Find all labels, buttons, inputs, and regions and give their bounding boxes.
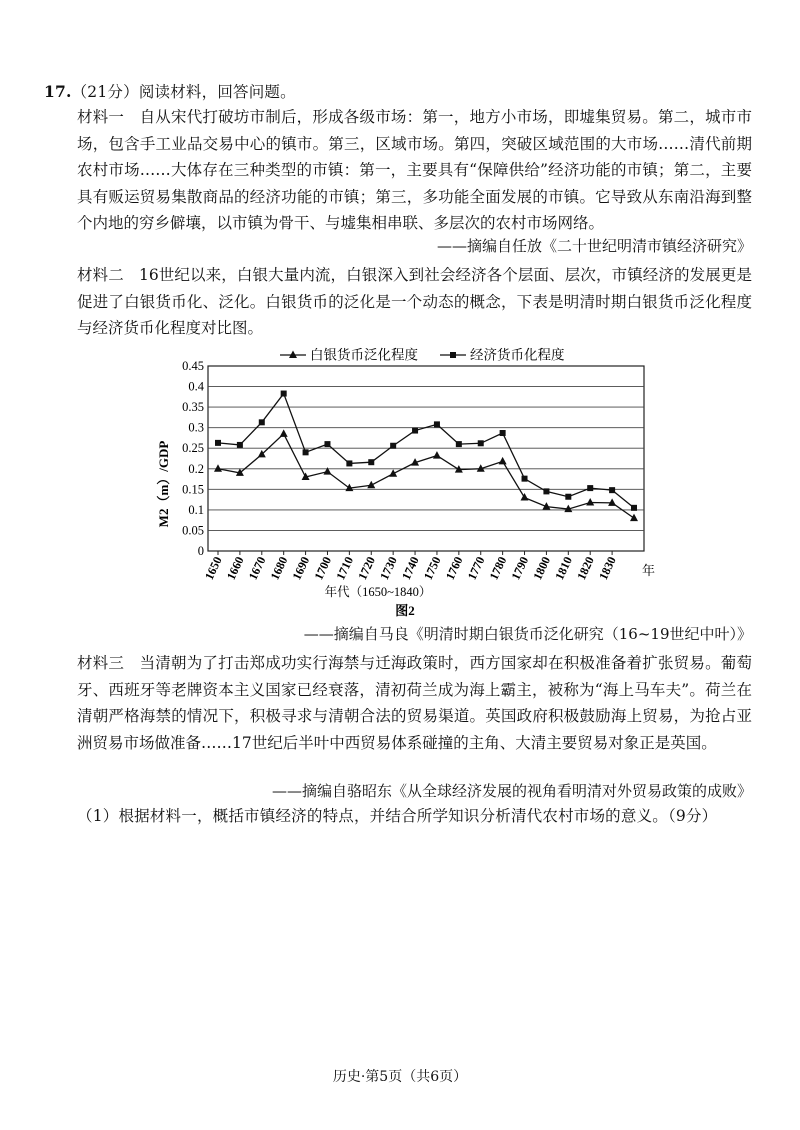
x-tick-label: 1760 <box>442 554 466 583</box>
material-two-label: 材料二 <box>77 266 124 284</box>
data-point <box>500 430 506 436</box>
data-point <box>434 421 440 427</box>
legend-marker <box>289 351 297 359</box>
question-prompt: 阅读材料，回答问题。 <box>138 83 296 101</box>
x-tick-label: 1700 <box>311 554 335 583</box>
y-tick-label: 0.45 <box>182 359 204 373</box>
data-point <box>522 476 528 482</box>
x-tick-label: 1790 <box>508 554 532 583</box>
x-tick-label: 1740 <box>398 554 422 583</box>
y-axis-label: M2（m）/GDP <box>156 440 171 528</box>
material-one-label: 材料一 <box>77 108 125 126</box>
data-point <box>543 488 549 494</box>
figure-caption: 图2 <box>395 603 415 618</box>
x-tick-label: 1820 <box>574 554 597 583</box>
y-tick-label: 0.2 <box>188 461 204 476</box>
material-two-text: 16世纪以来，白银大量内流，白银深入到社会经济各个层面、层次，市镇经济的发展更是促进了白银货币化、泛化。白银货币的泛化是一个动态的概念，下表是明清时期白银货币泛化程度与经济货币化程度对比图。 <box>77 266 752 337</box>
legend-label: 白银货币泛化程度 <box>310 347 418 363</box>
data-point <box>368 459 374 465</box>
data-point <box>390 443 396 449</box>
data-point <box>478 440 484 446</box>
material-one-source: ——摘编自任放《二十世纪明清市镇经济研究》 <box>436 237 752 255</box>
y-tick-label: 0.1 <box>188 502 204 517</box>
material-three-source: ——摘编自骆昭东《从全球经济发展的视角看明清对外贸易政策的成败》 <box>271 782 752 800</box>
x-tick-label: 1830 <box>595 554 619 583</box>
x-tick-label: 1670 <box>245 554 269 583</box>
x-tick-label: 1750 <box>420 554 444 583</box>
silver-monetization-chart <box>150 344 660 619</box>
data-point <box>565 494 571 500</box>
x-tick-label: 1810 <box>552 554 576 583</box>
sub-question-1: （1）根据材料一，概括市镇经济的特点，并结合所学知识分析清代农村市场的意义。（9分） <box>77 807 718 825</box>
data-point <box>609 487 615 493</box>
y-axis <box>182 359 205 558</box>
y-tick-label: 0.15 <box>182 482 204 497</box>
y-tick-label: 0 <box>197 544 204 558</box>
x-tick-label: 1730 <box>377 554 400 583</box>
data-point <box>303 449 309 455</box>
chart-legend <box>280 347 565 363</box>
material-three-label: 材料三 <box>77 654 125 672</box>
data-point <box>324 441 330 447</box>
material-one-text: 自从宋代打破坊市制后，形成各级市场：第一，地方小市场，即墟集贸易。第二，城市市场，包含手工业品交易中心的镇市。第三，区域市场。第四，突破区域范围的大市场……清代前期农村市场……大体存在三种类型的市镇：第一，主要具有“保障供给”经济功能的市镇；第二，主要具有贩运贸易集散商品的经济功能的市镇；第三，多功能全面发展的市镇。它导致从东南沿海到整个内地的穷乡僻壤，以市镇为骨干、与墟集相串联、多层次的农村市场网络。 <box>77 108 753 232</box>
x-axis <box>202 551 619 582</box>
x-tick-label: 1720 <box>355 554 378 583</box>
question-score: （21分） <box>71 83 139 101</box>
y-tick-label: 0.05 <box>182 523 204 538</box>
legend-item <box>440 347 565 363</box>
legend-marker <box>450 352 456 358</box>
y-tick-label: 0.3 <box>188 420 204 435</box>
legend-item <box>280 347 418 363</box>
y-tick-label: 0.35 <box>182 400 204 415</box>
x-tick-label: 1710 <box>333 554 357 583</box>
legend-label: 经济货币化程度 <box>470 347 565 363</box>
data-point <box>281 391 287 397</box>
data-point <box>259 419 265 425</box>
x-tick-label: 1800 <box>530 554 554 583</box>
question-header <box>44 79 296 105</box>
material-three-text: 当清朝为了打击郑成功实行海禁与迁海政策时，西方国家却在积极准备着扩张贸易。葡萄牙、西班牙等老牌资本主义国家已经衰落，清初荷兰成为海上霸主，被称为“海上马车夫”。荷兰在清朝严格海禁的情况下，积极寻求与清朝合法的贸易渠道。英国政府积极鼓励海上贸易，为抢占亚洲贸易市场做准备……17世纪后半叶中西贸易体系碰撞的主角、大清主要贸易对象正是英国。 <box>77 654 753 752</box>
data-point <box>237 442 243 448</box>
data-point <box>456 441 462 447</box>
material-three <box>77 650 752 756</box>
x-tick-label: 1780 <box>486 554 510 583</box>
y-tick-label: 0.25 <box>182 441 204 456</box>
data-point <box>215 440 221 446</box>
material-two <box>77 262 752 342</box>
x-tick-label: 1690 <box>289 554 313 583</box>
x-tick-label: 1660 <box>223 554 247 583</box>
material-two-source: ——摘编自马良《明清时期白银货币泛化研究（16~19世纪中叶）》 <box>303 625 752 643</box>
data-point <box>631 505 637 511</box>
data-point <box>412 428 418 434</box>
page-footer: 历史·第5页（共6页） <box>332 1069 468 1085</box>
x-axis-label: 年代（1650~1840） <box>324 585 432 599</box>
x-axis-unit: 年 <box>642 563 656 578</box>
data-point <box>587 485 593 491</box>
question-number: 17. <box>44 82 72 101</box>
data-point <box>346 460 352 466</box>
x-tick-label: 1680 <box>267 554 291 583</box>
x-tick-label: 1650 <box>201 554 225 583</box>
x-tick-label: 1770 <box>464 554 488 583</box>
y-tick-label: 0.4 <box>188 379 204 394</box>
material-one <box>77 104 752 237</box>
